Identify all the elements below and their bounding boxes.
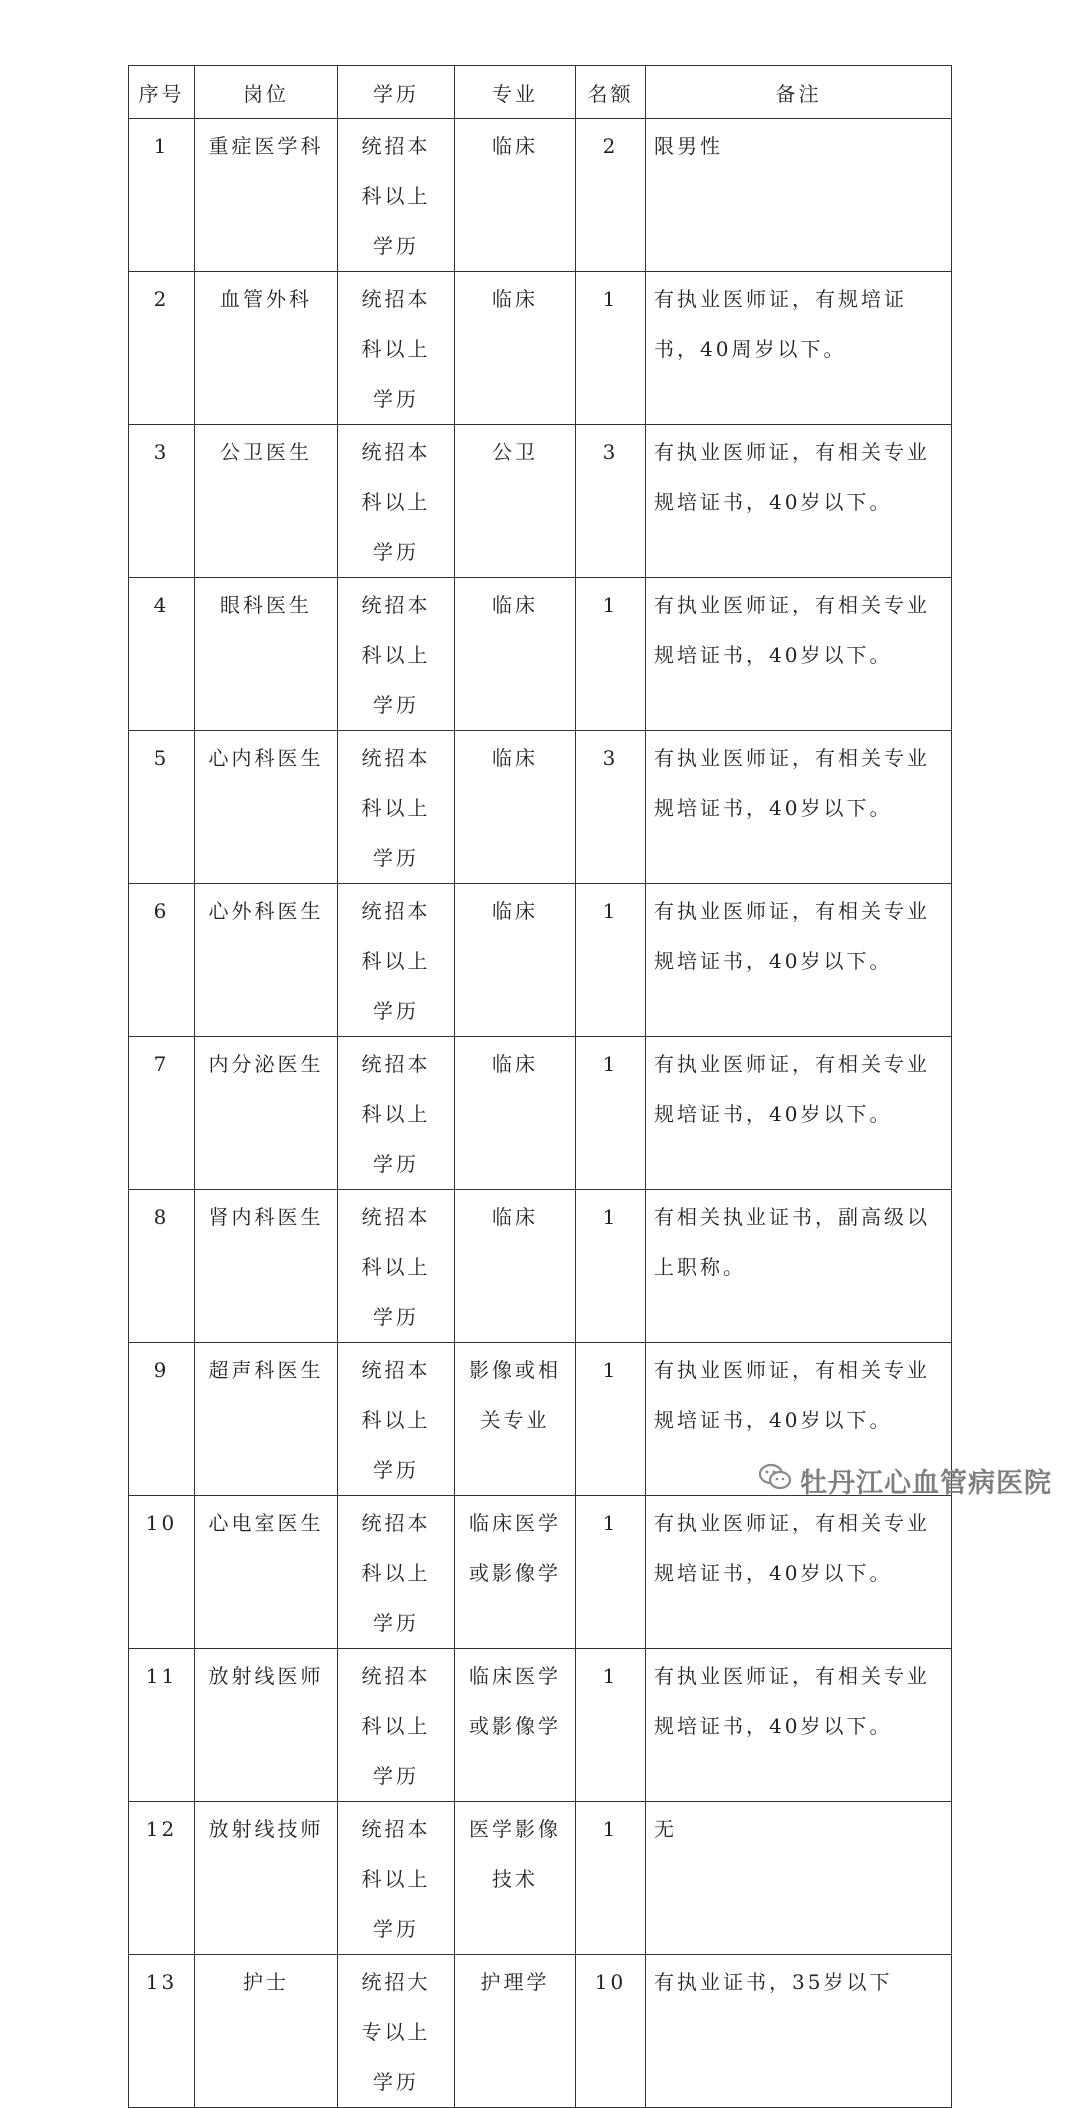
cell-remark: 有执业医师证，有规培证书，40周岁以下。 [646,272,952,425]
cell-remark: 有执业医师证，有相关专业规培证书，40岁以下。 [646,578,952,731]
cell-quota: 1 [576,272,646,425]
cell-position: 心内科医生 [195,731,338,884]
recruitment-table [128,65,952,2108]
cell-education: 统招本科以上学历 [338,731,455,884]
cell-education: 统招本科以上学历 [338,1496,455,1649]
table-row [129,1955,952,2108]
cell-position: 心电室医生 [195,1496,338,1649]
table-row [129,119,952,272]
table-row [129,1802,952,1955]
cell-remark: 有执业医师证，有相关专业规培证书，40岁以下。 [646,884,952,1037]
cell-quota: 1 [576,1037,646,1190]
cell-education: 统招本科以上学历 [338,1343,455,1496]
cell-major: 临床医学或影像学 [455,1649,576,1802]
cell-major: 护理学 [455,1955,576,2108]
header-no: 序号 [129,66,195,119]
cell-position: 血管外科 [195,272,338,425]
cell-quota: 1 [576,884,646,1037]
cell-position: 重症医学科 [195,119,338,272]
cell-quota: 1 [576,1496,646,1649]
cell-position: 心外科医生 [195,884,338,1037]
cell-education: 统招本科以上学历 [338,1190,455,1343]
cell-education: 统招本科以上学历 [338,884,455,1037]
cell-position: 超声科医生 [195,1343,338,1496]
watermark-text: 牡丹江心血管病医院 [800,1467,1052,1499]
table-row [129,1496,952,1649]
header-remark: 备注 [646,66,952,119]
cell-quota: 1 [576,1343,646,1496]
cell-position: 眼科医生 [195,578,338,731]
cell-major: 临床 [455,119,576,272]
cell-major: 临床 [455,884,576,1037]
table-row [129,731,952,884]
header-position: 岗位 [195,66,338,119]
cell-remark: 有相关执业证书，副高级以上职称。 [646,1190,952,1343]
table-row [129,884,952,1037]
table-row [129,1037,952,1190]
cell-education: 统招本科以上学历 [338,1649,455,1802]
cell-no: 1 [129,119,195,272]
cell-education: 统招大专以上学历 [338,1955,455,2108]
cell-remark: 有执业医师证，有相关专业规培证书，40岁以下。 [646,1037,952,1190]
cell-position: 肾内科医生 [195,1190,338,1343]
table-row [129,1649,952,1802]
cell-no: 12 [129,1802,195,1955]
cell-quota: 3 [576,425,646,578]
cell-position: 放射线医师 [195,1649,338,1802]
cell-quota: 1 [576,1190,646,1343]
cell-position: 护士 [195,1955,338,2108]
cell-no: 4 [129,578,195,731]
cell-quota: 2 [576,119,646,272]
table-row [129,1190,952,1343]
cell-major: 临床 [455,578,576,731]
table-row [129,425,952,578]
wechat-icon [758,1462,792,1499]
cell-remark: 有执业医师证，有相关专业规培证书，40岁以下。 [646,731,952,884]
cell-position: 放射线技师 [195,1802,338,1955]
cell-remark: 有执业证书，35岁以下 [646,1955,952,2108]
cell-education: 统招本科以上学历 [338,1037,455,1190]
cell-no: 9 [129,1343,195,1496]
cell-quota: 1 [576,1802,646,1955]
cell-quota: 10 [576,1955,646,2108]
cell-no: 8 [129,1190,195,1343]
cell-no: 11 [129,1649,195,1802]
cell-major: 医学影像技术 [455,1802,576,1955]
cell-major: 临床 [455,1037,576,1190]
cell-remark: 有执业医师证，有相关专业规培证书，40岁以下。 [646,1343,952,1496]
cell-major: 临床医学或影像学 [455,1496,576,1649]
header-quota: 名额 [576,66,646,119]
cell-no: 5 [129,731,195,884]
table-row [129,272,952,425]
cell-quota: 1 [576,1649,646,1802]
cell-position: 内分泌医生 [195,1037,338,1190]
cell-remark: 无 [646,1802,952,1955]
cell-major: 临床 [455,272,576,425]
cell-education: 统招本科以上学历 [338,119,455,272]
cell-education: 统招本科以上学历 [338,272,455,425]
cell-education: 统招本科以上学历 [338,578,455,731]
cell-quota: 1 [576,578,646,731]
cell-major: 影像或相关专业 [455,1343,576,1496]
cell-remark: 有执业医师证，有相关专业规培证书，40岁以下。 [646,425,952,578]
cell-education: 统招本科以上学历 [338,1802,455,1955]
cell-no: 10 [129,1496,195,1649]
wechat-watermark [758,1460,1052,1500]
cell-quota: 3 [576,731,646,884]
cell-education: 统招本科以上学历 [338,425,455,578]
cell-major: 公卫 [455,425,576,578]
cell-no: 2 [129,272,195,425]
table-row [129,578,952,731]
cell-remark: 有执业医师证，有相关专业规培证书，40岁以下。 [646,1496,952,1649]
cell-major: 临床 [455,1190,576,1343]
cell-major: 临床 [455,731,576,884]
cell-no: 3 [129,425,195,578]
cell-position: 公卫医生 [195,425,338,578]
table-header-row [129,66,952,119]
cell-remark: 限男性 [646,119,952,272]
header-major: 专业 [455,66,576,119]
header-education: 学历 [338,66,455,119]
cell-remark: 有执业医师证，有相关专业规培证书，40岁以下。 [646,1649,952,1802]
cell-no: 13 [129,1955,195,2108]
cell-no: 6 [129,884,195,1037]
cell-no: 7 [129,1037,195,1190]
